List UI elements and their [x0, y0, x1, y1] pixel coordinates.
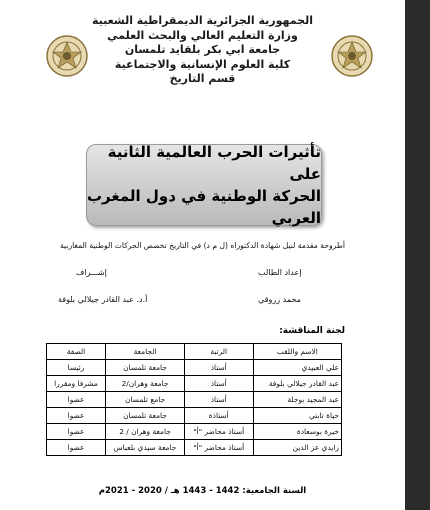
committee-table	[46, 343, 342, 456]
header-country: الجمهورية الجزائرية الديمقراطية الشعبية	[92, 14, 313, 27]
committee-table-header	[47, 344, 342, 360]
member-role: رئيسا	[47, 360, 106, 376]
thesis-title-line2: الحركة الوطنية في دول المغرب العربي	[86, 187, 321, 227]
thesis-subtitle: أطروحة مقدمة لنيل شهادة الدكتوراه (ل م د) في التاريخ تخصص الحركات الوطنية المغاربية	[59, 241, 346, 250]
member-rank: أستاذ	[184, 376, 253, 392]
header-faculty: كلية العلوم الإنسانية والاجتماعية	[114, 57, 291, 71]
table-row	[47, 440, 342, 456]
header-department: قسم التاريخ	[169, 72, 236, 85]
member-name: زايدي عز الدين	[253, 440, 341, 456]
table-row	[47, 376, 342, 392]
member-role: مشرفا ومقررا	[47, 376, 106, 392]
supervisor-name: أ.د. عبد القادر جيلالي بلوفة	[58, 295, 148, 304]
member-university: جامعة وهران/2	[106, 376, 185, 392]
header-name: الاسم واللقب	[253, 344, 341, 360]
table-row	[47, 392, 342, 408]
member-name: حياة تابتي	[253, 408, 341, 424]
member-rank: أستاذ	[184, 392, 253, 408]
member-rank: أستاذة	[184, 408, 253, 424]
header-ministry: وزارة التعليم العالي والبحث العلمي	[107, 28, 298, 42]
member-name: عبد المجيد بوجلة	[253, 392, 341, 408]
student-label: إعداد الطالب	[258, 268, 302, 277]
header-rank: الرتبة	[184, 344, 253, 360]
header-university: جامعة ابي بكر بلقايد تلمسان	[124, 43, 281, 56]
table-row	[47, 360, 342, 376]
thesis-title-line1: تأثيرات الحرب العالمية الثانية على	[107, 143, 321, 183]
university-emblem-left-icon	[45, 34, 89, 78]
member-university: جامع تلمسان	[106, 392, 185, 408]
table-row	[47, 408, 342, 424]
thesis-title-box	[86, 144, 322, 226]
member-university: جامعة تلمسان	[106, 360, 185, 376]
university-emblem-right-icon	[330, 34, 374, 78]
header-university: الجامعة	[106, 344, 185, 360]
member-role: عضوا	[47, 408, 106, 424]
academic-year: السنة الجامعية: 1442 - 1443 هـ / 2020 - 2021م	[98, 486, 307, 496]
member-role: عضوا	[47, 424, 106, 440]
member-rank: أستاذ محاضر "أ"	[184, 440, 253, 456]
member-role: عضوا	[47, 392, 106, 408]
supervisor-label: إشـــراف	[76, 268, 107, 277]
committee-title: لجنة المناقشة:	[279, 326, 345, 336]
header-role: الصفة	[47, 344, 106, 360]
member-role: عضوا	[47, 440, 106, 456]
member-rank: أستاذ	[184, 360, 253, 376]
table-row	[47, 424, 342, 440]
member-name: علي العبيدي	[253, 360, 341, 376]
member-name: عبد القادر جيلالي بلوفة	[253, 376, 341, 392]
member-university: جامعة تلمسان	[106, 408, 185, 424]
student-name: محمد زروقي	[258, 295, 301, 304]
member-university: جامعة سيدي بلعباس	[106, 440, 185, 456]
member-rank: أستاذ محاضر "أ"	[184, 424, 253, 440]
member-name: خيرة بوسعادة	[253, 424, 341, 440]
member-university: جامعة وهران / 2	[106, 424, 185, 440]
viewer-scrollbar[interactable]	[405, 0, 430, 510]
